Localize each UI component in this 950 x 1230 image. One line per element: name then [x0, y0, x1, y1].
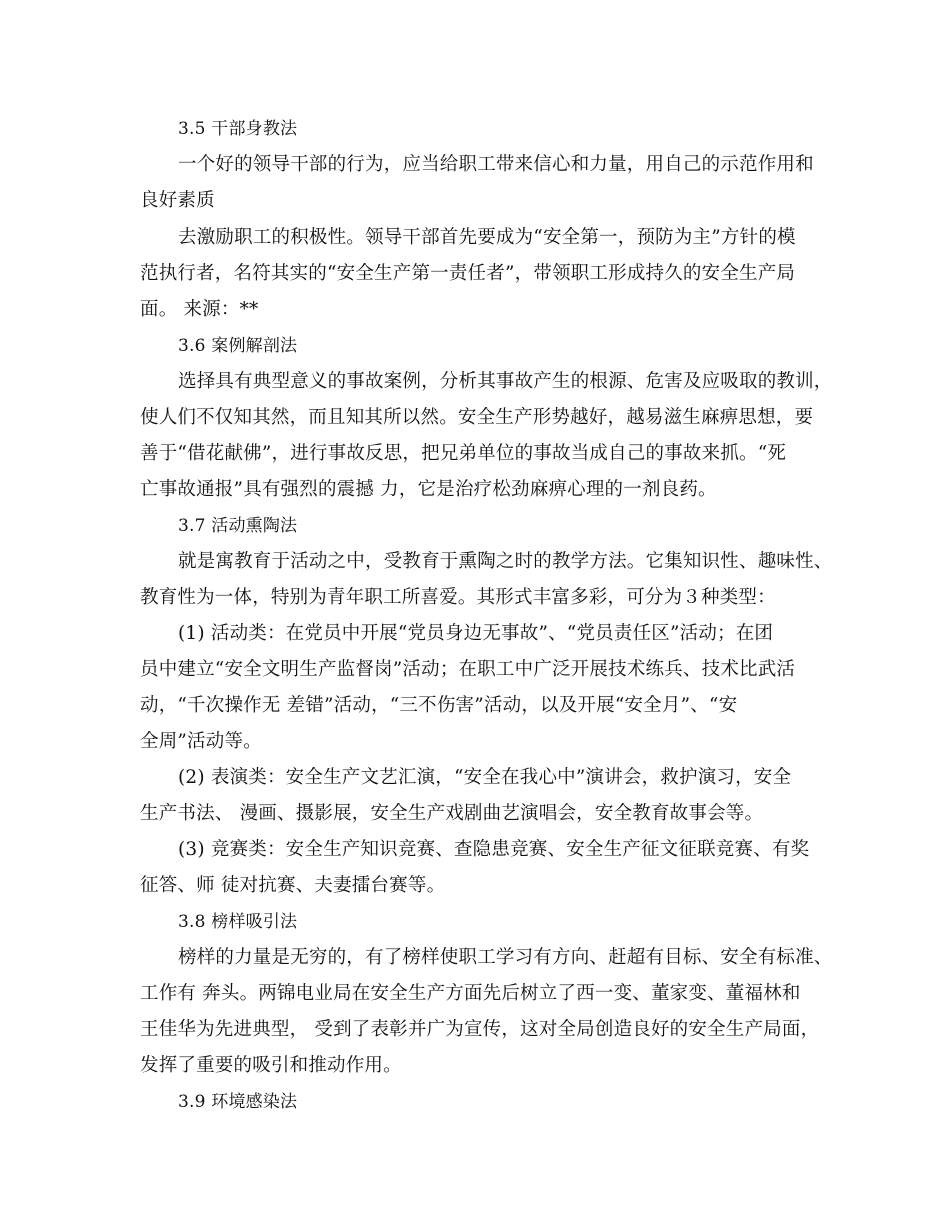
paragraph-line: (3) 竞赛类：安全生产知识竞赛、查隐患竞赛、安全生产征文征联竞赛、有奖	[178, 839, 810, 860]
paragraph-line: 使人们不仅知其然，而且知其所以然。安全生产形势越好，越易滋生麻痹思想，要	[140, 407, 814, 428]
paragraph-line: 员中建立“安全文明生产监督岗”活动；在职工中广泛开展技术练兵、技术比武活	[140, 659, 796, 680]
paragraph-line: 选择具有典型意义的事故案例，分析其事故产生的根源、危害及应吸取的教训，	[178, 371, 833, 392]
paragraph-line: 去激励职工的积极性。领导干部首先要成为“安全第一，预防为主”方针的模	[178, 227, 796, 248]
paragraph-line: 善于“借花献佛”，进行事故反思，把兄弟单位的事故当成自己的事故来抓。“死	[140, 443, 787, 464]
paragraph-line: 王佳华为先进典型， 受到了表彰并广为宣传，这对全局创造良好的安全生产局面，	[140, 1019, 820, 1040]
section-heading-3-6: 3.6 案例解剖法	[178, 336, 298, 356]
paragraph-line: 一个好的领导干部的行为，应当给职工带来信心和力量，用自己的示范作用和	[178, 154, 814, 175]
paragraph-line: 榜样的力量是无穷的，有了榜样使职工学习有方向、赶超有目标、安全有标准、	[178, 947, 833, 968]
paragraph-line: 生产书法、 漫画、摄影展，安全生产戏剧曲艺演唱会，安全教育故事会等。	[140, 803, 764, 824]
section-heading-3-9: 3.9 环境感染法	[178, 1092, 298, 1112]
paragraph-line: 范执行者，名符其实的“安全生产第一责任者”，带领职工形成持久的安全生产局	[140, 263, 796, 284]
paragraph-line: 就是寓教育于活动之中，受教育于熏陶之时的教学方法。它集知识性、趣味性、	[178, 551, 833, 572]
paragraph-line: 亡事故通报”具有强烈的震撼 力，它是治疗松劲麻痹心理的一剂良药。	[140, 479, 717, 500]
paragraph-line: 征答、师 徒对抗赛、夫妻擂台赛等。	[140, 875, 446, 896]
paragraph-line: (2) 表演类：安全生产文艺汇演，“安全在我心中”演讲会，救护演习，安全	[178, 767, 792, 788]
paragraph-line: 工作有 奔头。两锦电业局在安全生产方面先后树立了西一变、董家变、董福林和	[140, 983, 801, 1004]
paragraph-line: 面。 来源：**	[140, 299, 259, 320]
paragraph-line: 发挥了重要的吸引和推动作用。	[140, 1055, 402, 1076]
paragraph-line: 良好素质	[140, 190, 215, 211]
paragraph-line: 动，“千次操作无 差错”活动，“三不伤害”活动，以及开展“安全月”、“安	[140, 695, 738, 716]
section-heading-3-8: 3.8 榜样吸引法	[178, 912, 298, 932]
paragraph-line: (1) 活动类：在党员中开展“党员身边无事故”、“党员责任区”活动；在团	[178, 623, 774, 644]
paragraph-line: 教育性为一体，特别为青年职工所喜爱。其形式丰富多彩，可分为３种类型：	[140, 587, 776, 608]
paragraph-line: 全周”活动等。	[140, 731, 262, 752]
section-heading-3-5: 3.5 干部身教法	[178, 119, 298, 139]
section-heading-3-7: 3.7 活动熏陶法	[178, 516, 298, 536]
